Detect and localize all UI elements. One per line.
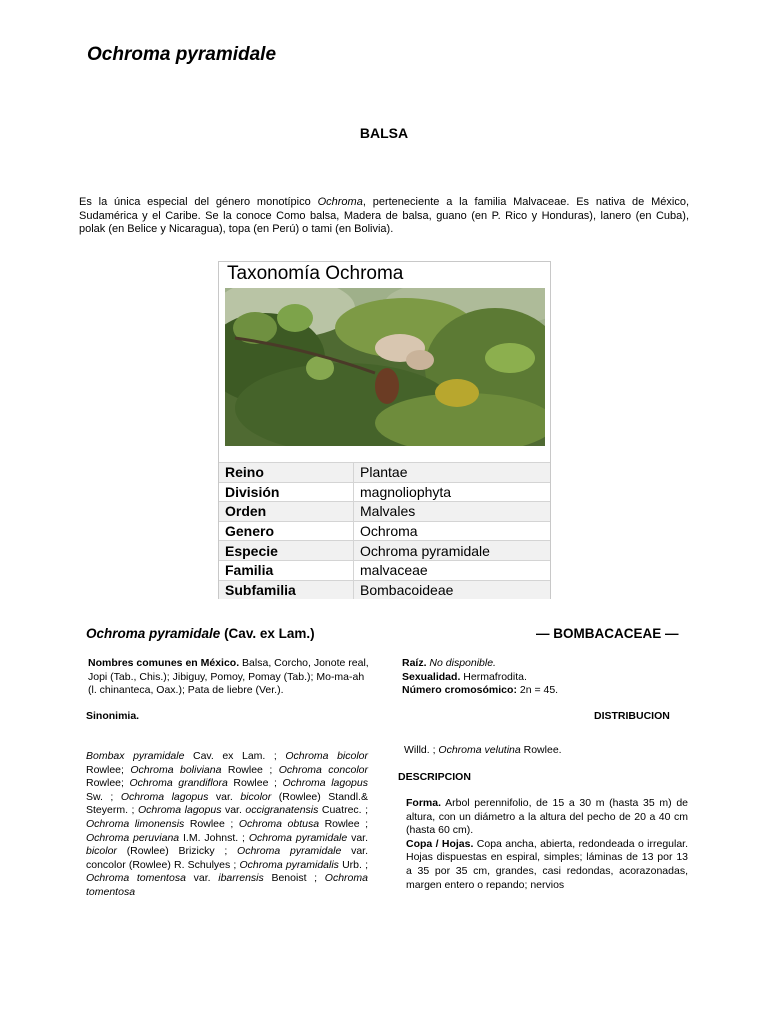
taxonomy-row	[219, 541, 550, 561]
traits-block	[402, 657, 692, 698]
synonymy-heading: Sinonimia.	[86, 710, 140, 722]
taxonomy-value: magnoliophyta	[354, 482, 551, 502]
taxonomy-row	[219, 560, 550, 580]
document-title: Ochroma pyramidale	[87, 44, 277, 65]
synonyms-continued: Willd. ; Ochroma velutina Rowlee.	[404, 744, 562, 756]
crown-leaves-paragraph: Copa / Hojas. Copa ancha, abierta, redondeada o irregular. Hojas dispuestas en espiral, simples; láminas de 13 por 13 a 35 por 35 cm, grandes, casi redondas, acorazonadas, margen entero o repando; nervios	[406, 837, 689, 891]
root-line: Raíz. No disponible.	[402, 657, 496, 669]
taxonomy-infobox	[218, 261, 551, 599]
synonyms-list: Bombax pyramidale Cav. ex Lam. ; Ochroma bicolor Rowlee; Ochroma boliviana Rowlee ; Ochroma concolor Rowlee; Ochroma grandiflora Rowlee ; Ochroma lagopus Sw. ; Ochroma lagopus var. bicolor (Rowlee) Standl.& Steyerm. ; Ochroma lagopus var. occigranatensis Cuatrec. ; Ochroma limonensis Rowlee ; Ochroma obtusa Rowlee ; Ochroma peruviana I.M. Johnst. ; Ochroma pyramidale var. bicolor (Rowlee) Brizicky ; Ochroma pyramidale var. concolor (Rowlee) R. Schulyes ; Ochroma pyramidalis Urb. ; Ochroma tomentosa var. ibarrensis Benoist ; Ochroma tomentosa	[86, 750, 369, 898]
taxonomy-value: malvaceae	[354, 560, 551, 580]
taxonomy-row	[219, 502, 550, 522]
taxonomy-title: Taxonomía Ochroma	[227, 263, 404, 284]
description-heading: DESCRIPCION	[398, 771, 471, 783]
taxonomy-key: Orden	[219, 502, 354, 522]
taxonomy-row	[219, 521, 550, 541]
taxonomy-key: División	[219, 482, 354, 502]
taxonomy-value: Ochroma pyramidale	[354, 541, 551, 561]
taxonomy-table	[219, 462, 550, 599]
description-text	[406, 797, 688, 892]
taxonomy-key: Reino	[219, 463, 354, 483]
taxonomy-value: Bombacoideae	[354, 580, 551, 599]
form-paragraph: Forma. Arbol perennifolio, de 15 a 30 m (hasta 35 m) de altura, con un diámetro a la altura del pecho de 20 a 40 cm (hasta 60 cm).	[406, 797, 688, 837]
distribution-heading: DISTRIBUCION	[594, 710, 670, 722]
taxonomy-key: Familia	[219, 560, 354, 580]
taxonomy-row	[219, 580, 550, 599]
common-name-heading: BALSA	[359, 125, 409, 141]
taxonomy-key: Genero	[219, 521, 354, 541]
taxonomy-value: Ochroma	[354, 521, 551, 541]
family-heading: — BOMBACACEAE —	[536, 626, 679, 641]
intro-paragraph: Es la única especial del género monotípico Ochroma, perteneciente a la familia Malvaceae. Es nativa de México, Sudamérica y el Caribe. Se la conoce Como balsa, Madera de balsa, guano (en P. Rico y Honduras), lanero (en Cuba), polak (en Belice y Nicaragua), topa (en Perú) o tami (en Bolivia).	[79, 196, 690, 235]
common-names: Nombres comunes en México. Balsa, Corcho, Jonote real, Jopi (Tab., Chis.); Jibiguy, Pomoy, Pomay (Tab.); Mo-ma-ah (l. chinanteca, Oax.); Pata de liebre (Ver.).	[88, 657, 369, 697]
taxonomy-key: Especie	[219, 541, 354, 561]
taxonomy-row	[219, 463, 550, 483]
taxonomy-value: Plantae	[354, 463, 551, 483]
taxonomy-value: Malvales	[354, 502, 551, 522]
taxonomy-key: Subfamilia	[219, 580, 354, 599]
balsa-plant-photo	[225, 288, 545, 446]
sexuality-line: Sexualidad. Hermafrodita.	[402, 670, 527, 683]
species-heading: Ochroma pyramidale (Cav. ex Lam.)	[86, 626, 315, 641]
taxonomy-row	[219, 482, 550, 502]
chromosome-line: Número cromosómico: 2n = 45.	[402, 684, 559, 697]
